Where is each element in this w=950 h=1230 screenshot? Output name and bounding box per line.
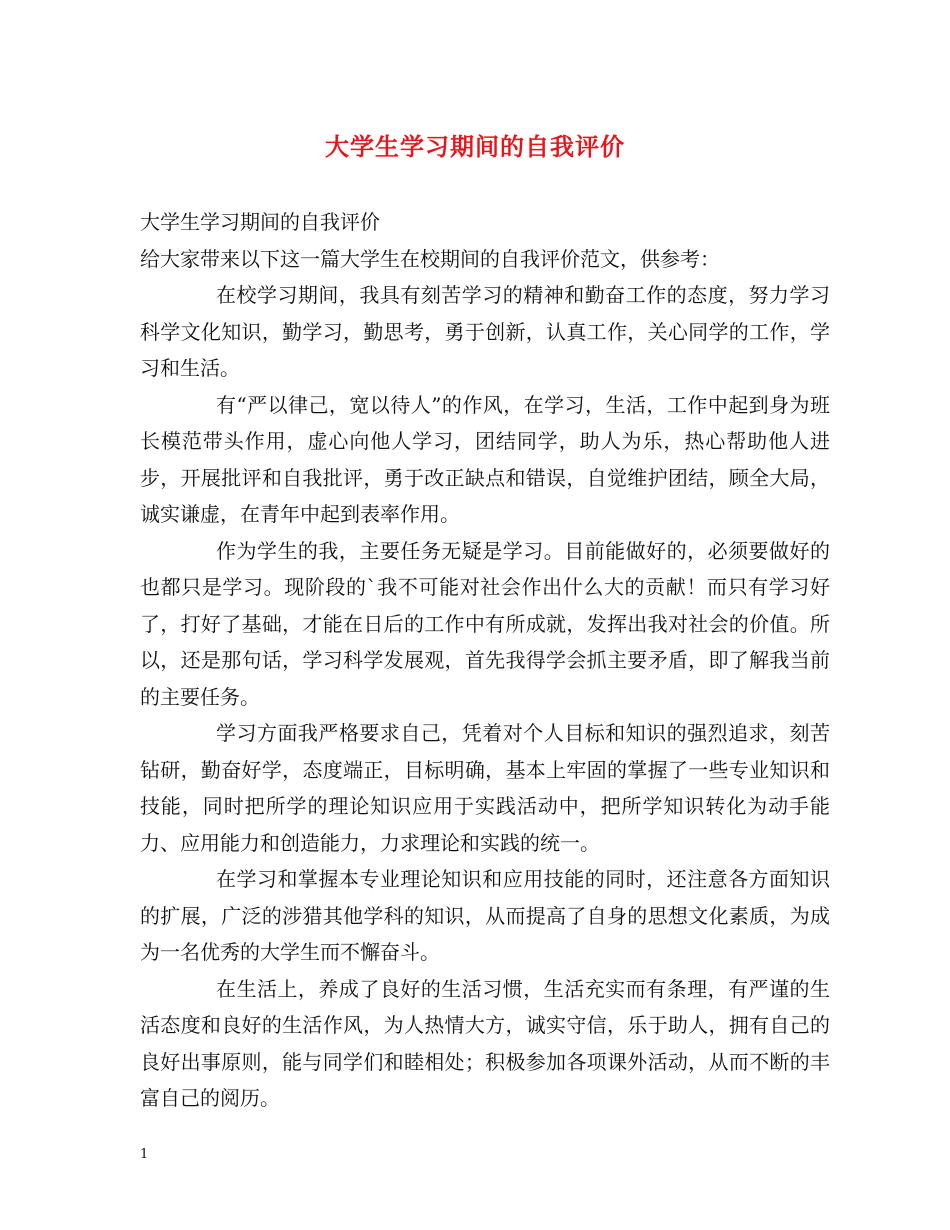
document-body xyxy=(140,204,830,1117)
paragraph-6: 在生活上，养成了良好的生活习惯，生活充实而有条理，有严谨的生活态度和良好的生活作风，为人热情大方，诚实守信，乐于助人，拥有自己的良好出事原则，能与同学们和睦相处；积极参加各项课外活动，从而不断的丰富自己的阅历。 xyxy=(140,976,830,1110)
paragraph-1: 在校学习期间，我具有刻苦学习的精神和勤奋工作的态度，努力学习科学文化知识，勤学习，勤思考，勇于创新，认真工作，关心同学的工作，学习和生活。 xyxy=(140,283,830,380)
document-title: 大学生学习期间的自我评价 xyxy=(325,132,625,161)
page-number: 1 xyxy=(140,1147,149,1162)
intro-line: 给大家带来以下这一篇大学生在校期间的自我评价范文，供参考： xyxy=(140,246,720,271)
paragraph-2: 有“严以律己，宽以待人”的作风，在学习，生活，工作中起到身为班长模范带头作用，虚心向他人学习，团结同学，助人为乐，热心帮助他人进步，开展批评和自我批评，勇于改正缺点和错误，自觉维护团结，顾全大局，诚实谦虚，在青年中起到表率作用。 xyxy=(140,392,830,526)
paragraph-3: 作为学生的我，主要任务无疑是学习。目前能做好的，必须要做好的也都只是学习。现阶段的`我不可能对社会作出什么大的贡献！而只有学习好了，打好了基础，才能在日后的工作中有所成就，发挥出我对社会的价值。所以，还是那句话，学习科学发展观，首先我得学会抓主要矛盾，即了解我当前的主要任务。 xyxy=(140,538,830,709)
paragraph-4: 学习方面我严格要求自己，凭着对个人目标和知识的强烈追求，刻苦钻研，勤奋好学，态度端正，目标明确，基本上牢固的掌握了一些专业知识和技能，同时把所学的理论知识应用于实践活动中，把所学知识转化为动手能力、应用能力和创造能力，力求理论和实践的统一。 xyxy=(140,721,830,855)
paragraph-5: 在学习和掌握本专业理论知识和应用技能的同时，还注意各方面知识的扩展，广泛的涉猎其他学科的知识，从而提高了自身的思想文化素质，为成为一名优秀的大学生而不懈奋斗。 xyxy=(140,867,830,964)
heading-line: 大学生学习期间的自我评价 xyxy=(140,210,380,234)
